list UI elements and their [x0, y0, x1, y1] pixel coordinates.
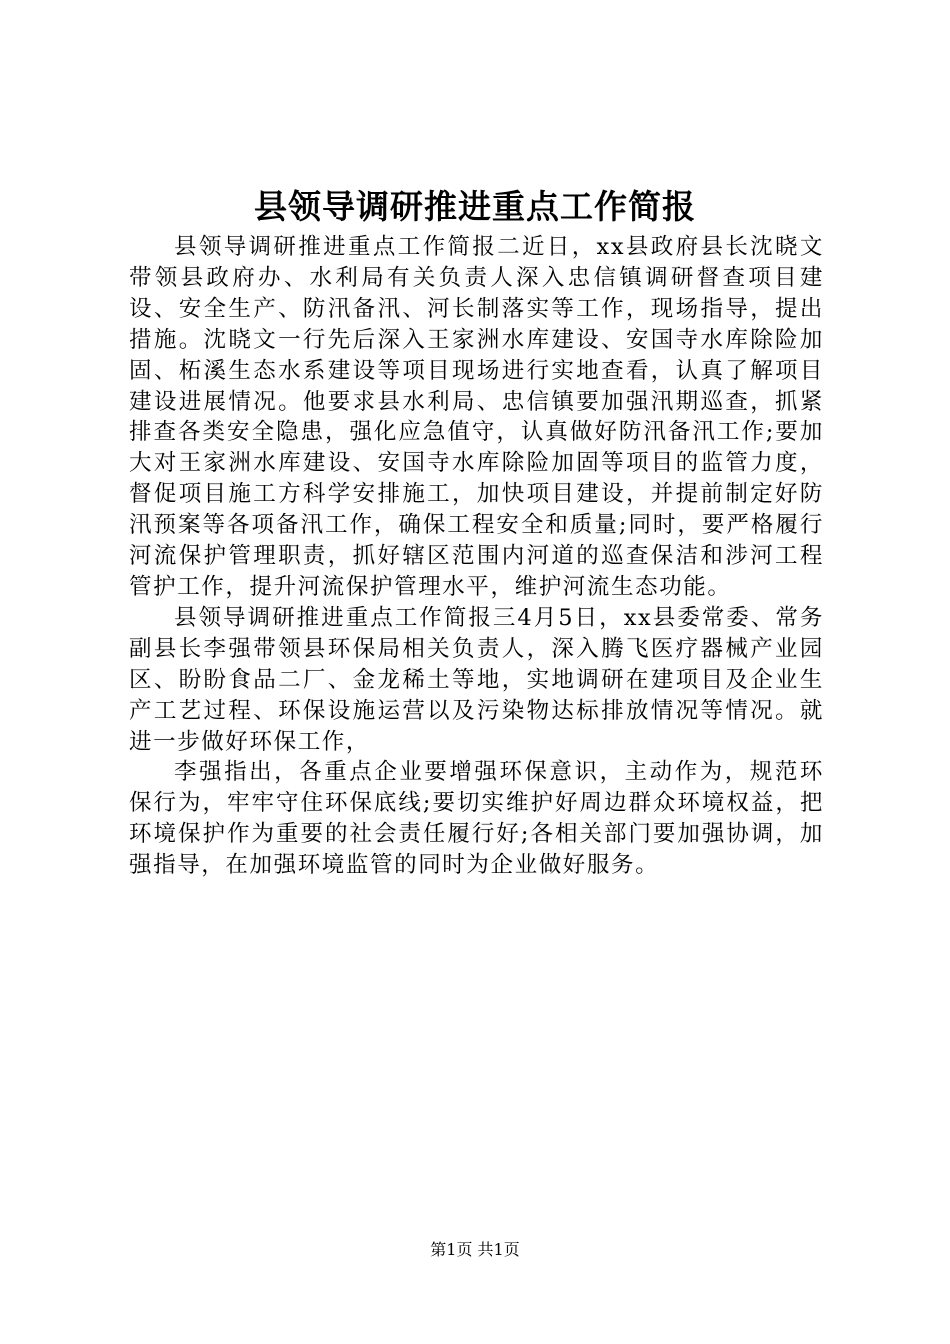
body-paragraph-3: 李强指出，各重点企业要增强环保意识，主动作为，规范环保行为，牢牢守住环保底线;要切实维护好周边群众环境权益，把环境保护作为重要的社会责任履行好;各相关部门要加强协调，加强指导，在加强环境监管的同时为企业做好服务。 [129, 759, 824, 879]
body-paragraph-1: 县领导调研推进重点工作简报二近日，xx县政府县长沈晓文带领县政府办、水利局有关负责人深入忠信镇调研督查项目建设、安全生产、防汛备汛、河长制落实等工作，现场指导，提出措施。沈晓文一行先后深入王家洲水库建设、安国寺水库除险加固、柘溪生态水系建设等项目现场进行实地查看，认真了解项目建设进展情况。他要求县水利局、忠信镇要加强汛期巡查，抓紧排查各类安全隐患，强化应急值守，认真做好防汛备汛工作;要加大对王家洲水库建设、安国寺水库除险加固等项目的监管力度，督促项目施工方科学安排施工，加快项目建设，并提前制定好防汛预案等各项备汛工作，确保工程安全和质量;同时，要严格履行河流保护管理职责，抓好辖区范围内河道的巡查保洁和涉河工程管护工作，提升河流保护管理水平，维护河流生态功能。 [129, 234, 824, 600]
document-title: 县领导调研推进重点工作简报 [254, 187, 696, 226]
document-body [129, 232, 824, 881]
body-paragraph-2: 县领导调研推进重点工作简报三4月5日，xx县委常委、常务副县长李强带领县环保局相关负责人，深入腾飞医疗器械产业园区、盼盼食品二厂、金龙稀土等地，实地调研在建项目及企业生产工艺过程、环保设施运营以及污染物达标排放情况等情况。就进一步做好环保工作， [129, 604, 824, 755]
page-number-footer: 第1页 共1页 [430, 1240, 520, 1259]
